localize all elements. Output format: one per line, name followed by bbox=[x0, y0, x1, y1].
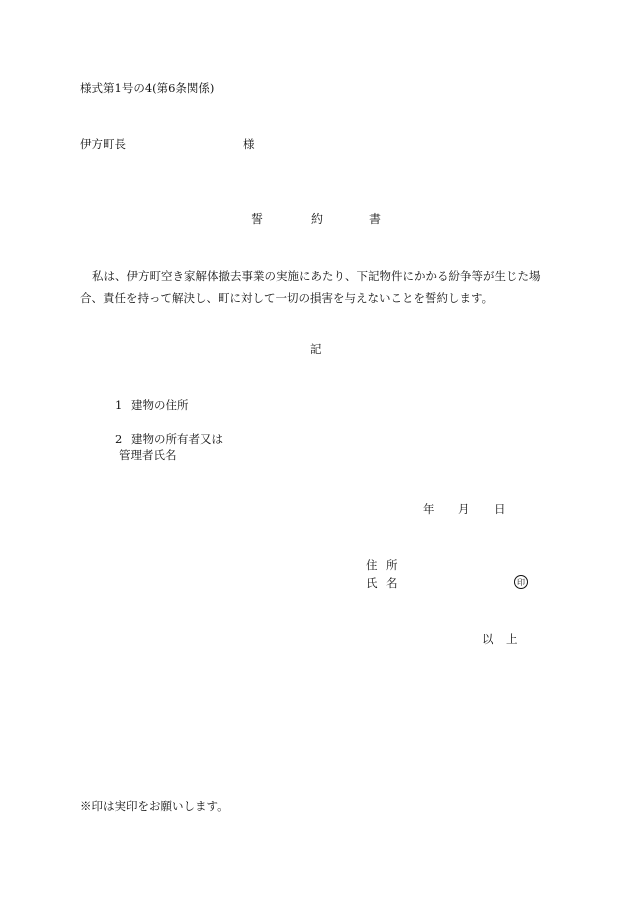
address-label-char-2: 所 bbox=[386, 558, 398, 572]
seal-icon: 印 bbox=[514, 575, 528, 589]
pledge-body bbox=[80, 265, 550, 309]
document-title-char-3: 書 bbox=[369, 212, 382, 226]
date-day-label: 日 bbox=[494, 502, 506, 516]
document-title-char-2: 約 bbox=[311, 212, 324, 226]
name-label-char-2: 名 bbox=[386, 576, 398, 590]
form-number: 様式第1号の4(第6条関係) bbox=[80, 81, 215, 95]
ki-heading: 記 bbox=[310, 342, 322, 356]
name-label-char-1: 氏 bbox=[366, 576, 378, 590]
pledge-body-line-2: 合、責任を持って解決し、町に対して一切の損害を与えないことを誓約します。 bbox=[80, 291, 494, 305]
item-1-number: 1 bbox=[115, 398, 123, 412]
address-label-char-1: 住 bbox=[366, 558, 378, 572]
closing-char-2: 上 bbox=[506, 632, 518, 646]
item-2-number: 2 bbox=[115, 432, 123, 446]
addressee: 伊方町長 bbox=[80, 137, 126, 151]
pledge-body-line-1: 私は、伊方町空き家解体撤去事業の実施にあたり、下記物件にかかる紛争等が生じた場 bbox=[92, 269, 541, 283]
date-month-label: 月 bbox=[458, 502, 470, 516]
item-2-label: 建物の所有者又は bbox=[131, 432, 223, 446]
honorific: 様 bbox=[243, 137, 255, 151]
item-2-label-line-2: 管理者氏名 bbox=[119, 448, 177, 462]
closing-char-1: 以 bbox=[482, 632, 494, 646]
date-year-label: 年 bbox=[423, 502, 435, 516]
document-title-char-1: 誓 bbox=[251, 212, 264, 226]
item-1-label: 建物の住所 bbox=[131, 398, 189, 412]
footnote: ※印は実印をお願いします。 bbox=[80, 799, 229, 813]
